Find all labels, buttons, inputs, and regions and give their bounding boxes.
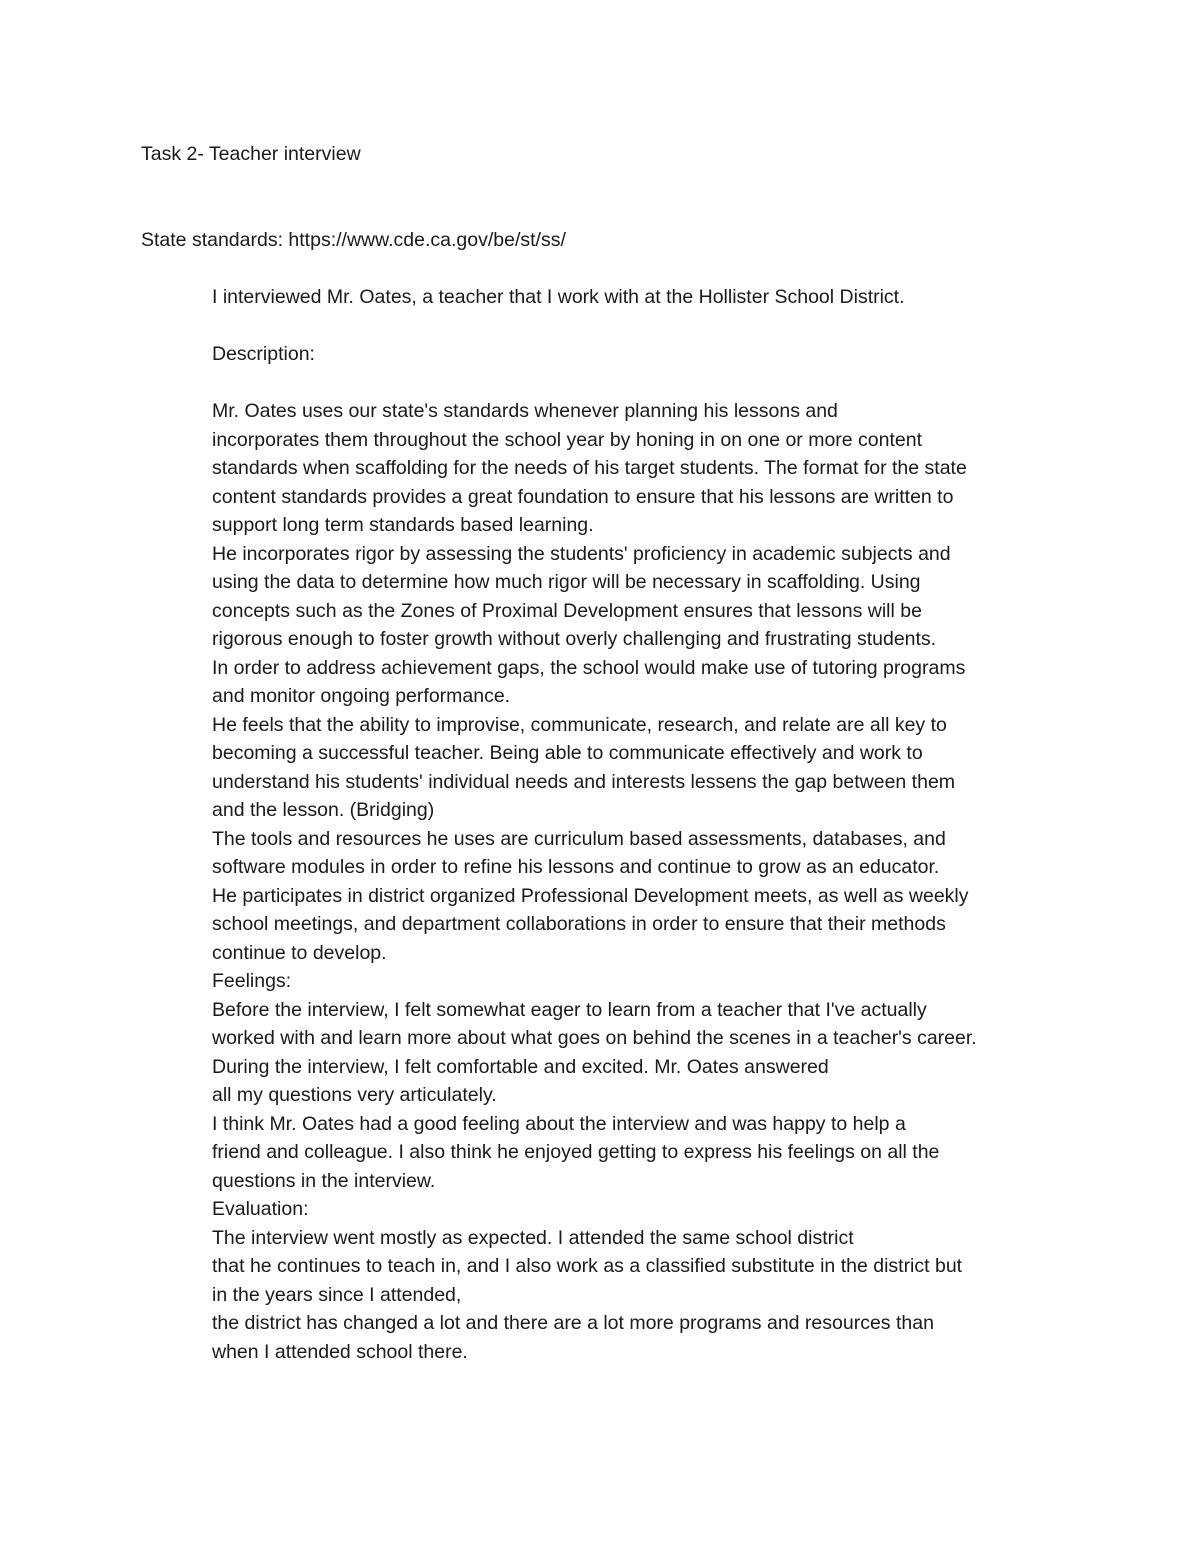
body-text-line: The interview went mostly as expected. I attended the same school district bbox=[212, 1226, 854, 1249]
body-text-line: He incorporates rigor by assessing the students' proficiency in academic subjects and bbox=[212, 542, 951, 565]
body-text-line: I think Mr. Oates had a good feeling about the interview and was happy to help a bbox=[212, 1112, 906, 1135]
body-text-line: when I attended school there. bbox=[212, 1340, 468, 1363]
body-text-line: the district has changed a lot and there are a lot more programs and resources than bbox=[212, 1312, 934, 1334]
body-text-line: and monitor ongoing performance. bbox=[212, 685, 511, 707]
body-text-line: understand his students' individual needs and interests lessens the gap between them bbox=[212, 770, 956, 793]
body-text-line: Mr. Oates uses our state's standards whenever planning his lessons and bbox=[212, 400, 838, 422]
description-heading: Description: bbox=[212, 343, 315, 365]
body-text-line: In order to address achievement gaps, the school would make use of tutoring programs bbox=[212, 656, 966, 679]
body-text-line: in the years since I attended, bbox=[212, 1283, 462, 1306]
body-text-line: worked with and learn more about what goes on behind the scenes in a teacher's career. bbox=[212, 1027, 977, 1049]
body-text-line: questions in the interview. bbox=[212, 1169, 436, 1192]
state-standards-line: State standards: https://www.cde.ca.gov/be/st/ss/ bbox=[141, 229, 566, 251]
body-text-line: He participates in district organized Professional Development meets, as well as weekly bbox=[212, 884, 969, 907]
body-text-line: all my questions very articulately. bbox=[212, 1084, 497, 1106]
body-text-line: Feelings: bbox=[212, 970, 292, 992]
body-text-line: During the interview, I felt comfortable and excited. Mr. Oates answered bbox=[212, 1055, 829, 1078]
body-text-line: using the data to determine how much rigor will be necessary in scaffolding. Using bbox=[212, 571, 921, 593]
body-text-line: concepts such as the Zones of Proximal Development ensures that lessons will be bbox=[212, 599, 922, 622]
body-text-line: rigorous enough to foster growth without overly challenging and frustrating students. bbox=[212, 628, 937, 650]
intro-paragraph: I interviewed Mr. Oates, a teacher that I work with at the Hollister School District. bbox=[212, 286, 905, 308]
body-text-line: continue to develop. bbox=[212, 941, 387, 964]
body-text-line: content standards provides a great foundation to ensure that his lessons are written to bbox=[212, 485, 954, 508]
body-text-line: Evaluation: bbox=[212, 1198, 309, 1220]
body-text-line: incorporates them throughout the school year by honing in on one or more content bbox=[212, 428, 923, 451]
body-text-line: He feels that the ability to improvise, communicate, research, and relate are all key to bbox=[212, 713, 947, 736]
body-text-line: becoming a successful teacher. Being able to communicate effectively and work to bbox=[212, 742, 923, 764]
body-text-line: school meetings, and department collaborations in order to ensure that their methods bbox=[212, 913, 946, 935]
body-text-line: and the lesson. (Bridging) bbox=[212, 799, 435, 821]
body-text-line: The tools and resources he uses are curriculum based assessments, databases, and bbox=[212, 827, 946, 850]
document-title: Task 2- Teacher interview bbox=[141, 143, 361, 165]
body-text-line: friend and colleague. I also think he enjoyed getting to express his feelings on all the bbox=[212, 1141, 940, 1163]
body-text bbox=[212, 397, 977, 1366]
body-text-line: standards when scaffolding for the needs of his target students. The format for the state bbox=[212, 457, 967, 479]
body-text-line: Before the interview, I felt somewhat eager to learn from a teacher that I've actually bbox=[212, 998, 927, 1021]
body-text-line: that he continues to teach in, and I also work as a classified substitute in the district but bbox=[212, 1255, 963, 1277]
body-text-line: software modules in order to refine his lessons and continue to grow as an educator. bbox=[212, 856, 940, 878]
body-text-line: support long term standards based learning. bbox=[212, 514, 594, 536]
